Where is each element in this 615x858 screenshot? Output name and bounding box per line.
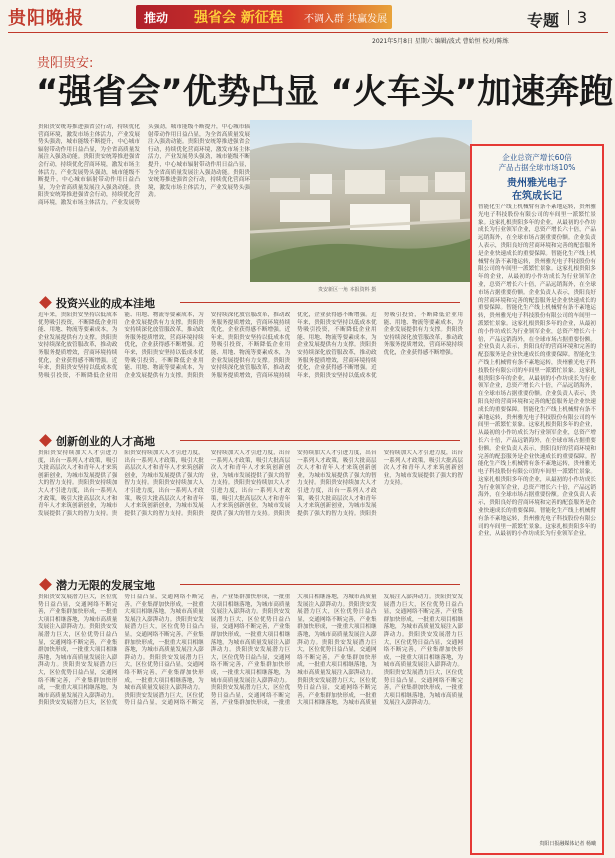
- photo-illustration: [250, 120, 472, 282]
- section-title-1: 投资兴业的成本洼地: [56, 297, 155, 310]
- intro-text-block: 贵阳贵安统筹推进强省会行动，持续优化营商环境，激发市场主体活力，产业发展势头强劲，城市能级不断提升，中心城市辐射带动作用日益凸显，为全省高质量发展注入强劲动能。贵阳贵安统筹推进强省会行动，持续优化营商环境，激发市场主体活力，产业发展势头强劲，城市能级不断提升，中心城市辐射带动作用日益凸显，为全省高质量发展注入强劲动能。贵阳贵安统筹推进强省会行动，持续优化营商环境，激发市场主体活力，产业发展势头强劲，城市能级不断提升，中心城市辐射带动作用日益凸显，为全省高质量发展注入强劲动能。贵阳贵安统筹推进强省会行动，持续优化营商环境，激发市场主体活力，产业发展势头强劲，城市能级不断提升，中心城市辐射带动作用日益凸显，为全省高质量发展注入强劲动能。贵阳贵安统筹推进强省会行动，持续优化营商环境，激发市场主体活力，产业发展势头强劲。: [38, 124, 250, 206]
- section-3-body: 贵阳贵安发展潜力巨大，区位优势日益凸显，交通网络不断完善，产业集群加快形成，一批重大项目相继落地，为城市高质量发展注入澎湃动力。贵阳贵安发展潜力巨大，区位优势日益凸显，交通网络不断完善，产业集群加快形成，一批重大项目相继落地，为城市高质量发展注入澎湃动力。贵阳贵安发展潜力巨大，区位优势日益凸显，交通网络不断完善，产业集群加快形成，一批重大项目相继落地，为城市高质量发展注入澎湃动力。贵阳贵安发展潜力巨大，区位优势日益凸显，交通网络不断完善，产业集群加快形成，一批重大项目相继落地，为城市高质量发展注入澎湃动力。贵阳贵安发展潜力巨大，区位优势日益凸显，交通网络不断完善，产业集群加快形成，一批重大项目相继落地，为城市高质量发展注入澎湃动力。贵阳贵安发展潜力巨大，区位优势日益凸显，交通网络不断完善，产业集群加快形成，一批重大项目相继落地，为城市高质量发展注入澎湃动力。贵阳贵安发展潜力巨大，区位优势日益凸显，交通网络不断完善，产业集群加快形成，一批重大项目相继落地，为城市高质量发展注入澎湃动力。贵阳贵安发展潜力巨大，区位优势日益凸显，交通网络不断完善，产业集群加快形成，一批重大项目相继落地，为城市高质量发展注入澎湃动力。贵阳贵安发展潜力巨大，区位优势日益凸显，交通网络不断完善，产业集群加快形成，一批重大项目相继落地，为城市高质量发展注入澎湃动力。贵阳贵安发展潜力巨大，区位优势日益凸显，交通网络不断完善，产业集群加快形成，一批重大项目相继落地，为城市高质量发展注入澎湃动力。贵阳贵安发展潜力巨大，区位优势日益凸显，交通网络不断完善，产业集群加快形成，一批重大项目相继落地，为城市高质量发展注入澎湃动力。贵阳贵安发展潜力巨大，区位优势日益凸显，交通网络不断完善，产业集群加快形成，一批重大项目相继落地，为城市高质量发展注入澎湃动力。贵阳贵安发展潜力巨大，区位优势日益凸显，交通网络不断完善，产业集群加快形成，一批重大项目相继落地，为城市高质量发展注入澎湃动力。贵阳贵安发展潜力巨大，区位优势日益凸显，交通网络不断完善，产业集群加快形成，一批重大项目相继落地，为城市高质量发展注入澎湃动力。贵阳贵安发展潜力巨大，区位优势日益凸显，交通网络不断完善，产业集群加快形成，一批重大项目相继落地，为城市高质量发展注入澎湃动力。贵阳贵安发展潜力巨大，区位优势日益凸显，交通网络不断完善，产业集群加快形成，一批重大项目相继落地，为城市高质量发展注入澎湃动力。: [38, 594, 463, 707]
- dateline: 2021年5月8日 星期六 编辑/波式 曹始恒 校对/陈炼: [372, 38, 509, 45]
- section-bullet-3: [39, 578, 52, 591]
- photo-caption: 贵安新区一角 本报资料 摄: [318, 287, 377, 293]
- section-1-body: 近年来，贵阳贵安坚持以低成本优势吸引投资，不断降低企业用能、用地、物流等要素成本，为企业发展提供有力支撑。贵阳贵安持续深化放管服改革，推动政务服务提质增效，营商环境持续优化，企业获得感不断增强。近年来，贵阳贵安坚持以低成本优势吸引投资，不断降低企业用能、用地、物流等要素成本，为企业发展提供有力支撑。贵阳贵安持续深化放管服改革，推动政务服务提质增效，营商环境持续优化，企业获得感不断增强。近年来，贵阳贵安坚持以低成本优势吸引投资，不断降低企业用能、用地、物流等要素成本，为企业发展提供有力支撑。贵阳贵安持续深化放管服改革，推动政务服务提质增效，营商环境持续优化，企业获得感不断增强。近年来，贵阳贵安坚持以低成本优势吸引投资，不断降低企业用能、用地、物流等要素成本，为企业发展提供有力支撑。贵阳贵安持续深化放管服改革，推动政务服务提质增效，营商环境持续优化，企业获得感不断增强。近年来，贵阳贵安坚持以低成本优势吸引投资，不断降低企业用能、用地、物流等要素成本，为企业发展提供有力支撑。贵阳贵安持续深化放管服改革，推动政务服务提质增效，营商环境持续优化，企业获得感不断增强。近年来，贵阳贵安坚持以低成本优势吸引投资，不断降低企业用能、用地、物流等要素成本，为企业发展提供有力支撑。贵阳贵安持续深化放管服改革，推动政务服务提质增效，营商环境持续优化，企业获得感不断增强。: [38, 312, 463, 379]
- sidebar-subtitle-1: 企业总资产增长60倍: [502, 153, 572, 162]
- banner-text-2: 强省会 新征程: [194, 10, 283, 26]
- sidebar-body-text: 智能化生产线上机械臂有条不紊地运转，贵州雅光电子科技股份有限公司的车间里一派繁忙景象。这家扎根贵阳多年的企业，从最初的小作坊成长为行业领军企业，总资产增长六十倍，产品远销海外，在全球市场占据重要份额。企业负责人表示，贵阳良好的营商环境和完善的配套服务是企业快速成长的重要保障。智能化生产线上机械臂有条不紊地运转，贵州雅光电子科技股份有限公司的车间里一派繁忙景象。这家扎根贵阳多年的企业，从最初的小作坊成长为行业领军企业，总资产增长六十倍，产品远销海外，在全球市场占据重要份额。企业负责人表示，贵阳良好的营商环境和完善的配套服务是企业快速成长的重要保障。智能化生产线上机械臂有条不紊地运转，贵州雅光电子科技股份有限公司的车间里一派繁忙景象。这家扎根贵阳多年的企业，从最初的小作坊成长为行业领军企业，总资产增长六十倍，产品远销海外，在全球市场占据重要份额。企业负责人表示，贵阳良好的营商环境和完善的配套服务是企业快速成长的重要保障。智能化生产线上机械臂有条不紊地运转，贵州雅光电子科技股份有限公司的车间里一派繁忙景象。这家扎根贵阳多年的企业，从最初的小作坊成长为行业领军企业，总资产增长六十倍，产品远销海外，在全球市场占据重要份额。企业负责人表示，贵阳良好的营商环境和完善的配套服务是企业快速成长的重要保障。智能化生产线上机械臂有条不紊地运转，贵州雅光电子科技股份有限公司的车间里一派繁忙景象。这家扎根贵阳多年的企业，从最初的小作坊成长为行业领军企业，总资产增长六十倍，产品远销海外，在全球市场占据重要份额。企业负责人表示，贵阳良好的营商环境和完善的配套服务是企业快速成长的重要保障。智能化生产线上机械臂有条不紊地运转，贵州雅光电子科技股份有限公司的车间里一派繁忙景象。这家扎根贵阳多年的企业，从最初的小作坊成长为行业领军企业，总资产增长六十倍，产品远销海外，在全球市场占据重要份额。企业负责人表示，贵阳良好的营商环境和完善的配套服务是企业快速成长的重要保障。智能化生产线上机械臂有条不紊地运转，贵州雅光电子科技股份有限公司的车间里一派繁忙景象。这家扎根贵阳多年的企业，从最初的小作坊成长为行业领军企业。: [478, 204, 596, 538]
- sidebar-feature-box: [470, 144, 604, 855]
- sidebar-byline: 贵阳日报融媒体记者 杨曦: [539, 841, 596, 847]
- article-kicker: 贵阳贵安:: [37, 56, 94, 71]
- banner-text-1: 推动: [144, 11, 169, 25]
- section-rule-2: [180, 440, 460, 441]
- newspaper-logo: 贵阳晚报: [8, 8, 84, 29]
- section-divider: [568, 10, 569, 25]
- sidebar-subtitle-2: 产品占据全球市场10%: [498, 163, 576, 172]
- section-bullet-1: [39, 296, 52, 309]
- section-rule-1: [180, 302, 460, 303]
- section-label: 专题: [527, 11, 560, 30]
- section-2-body: 贵阳贵安持续加大人才引进力度，出台一系列人才政策，吸引大批高层次人才和青年人才来筑创新创业，为城市发展提供了强大的智力支持。贵阳贵安持续加大人才引进力度，出台一系列人才政策，吸引大批高层次人才和青年人才来筑创新创业，为城市发展提供了强大的智力支持。贵阳贵安持续加大人才引进力度，出台一系列人才政策，吸引大批高层次人才和青年人才来筑创新创业，为城市发展提供了强大的智力支持。贵阳贵安持续加大人才引进力度，出台一系列人才政策，吸引大批高层次人才和青年人才来筑创新创业，为城市发展提供了强大的智力支持。贵阳贵安持续加大人才引进力度，出台一系列人才政策，吸引大批高层次人才和青年人才来筑创新创业，为城市发展提供了强大的智力支持。贵阳贵安持续加大人才引进力度，出台一系列人才政策，吸引大批高层次人才和青年人才来筑创新创业，为城市发展提供了强大的智力支持。贵阳贵安持续加大人才引进力度，出台一系列人才政策，吸引大批高层次人才和青年人才来筑创新创业，为城市发展提供了强大的智力支持。贵阳贵安持续加大人才引进力度，出台一系列人才政策，吸引大批高层次人才和青年人才来筑创新创业，为城市发展提供了强大的智力支持。贵阳贵安持续加大人才引进力度，出台一系列人才政策，吸引大批高层次人才和青年人才来筑创新创业，为城市发展提供了强大的智力支持。: [38, 450, 463, 517]
- aerial-city-photo: [250, 120, 472, 282]
- sidebar-title-1: 贵州雅光电子: [507, 178, 567, 189]
- sidebar-title-2: 在筑成长记: [512, 191, 562, 202]
- banner-text-3: 不调入群 共赢发展: [304, 14, 388, 25]
- section-rule-3: [180, 584, 460, 585]
- top-rule: [8, 32, 608, 33]
- article-headline: “强省会”优势凸显 “火车头”加速奔跑: [36, 72, 614, 112]
- section-title-3: 潜力无限的发展宝地: [56, 579, 155, 592]
- section-title-2: 创新创业的人才高地: [56, 435, 155, 448]
- campaign-banner: [136, 5, 392, 29]
- section-bullet-2: [39, 434, 52, 447]
- page-number: 3: [577, 8, 588, 27]
